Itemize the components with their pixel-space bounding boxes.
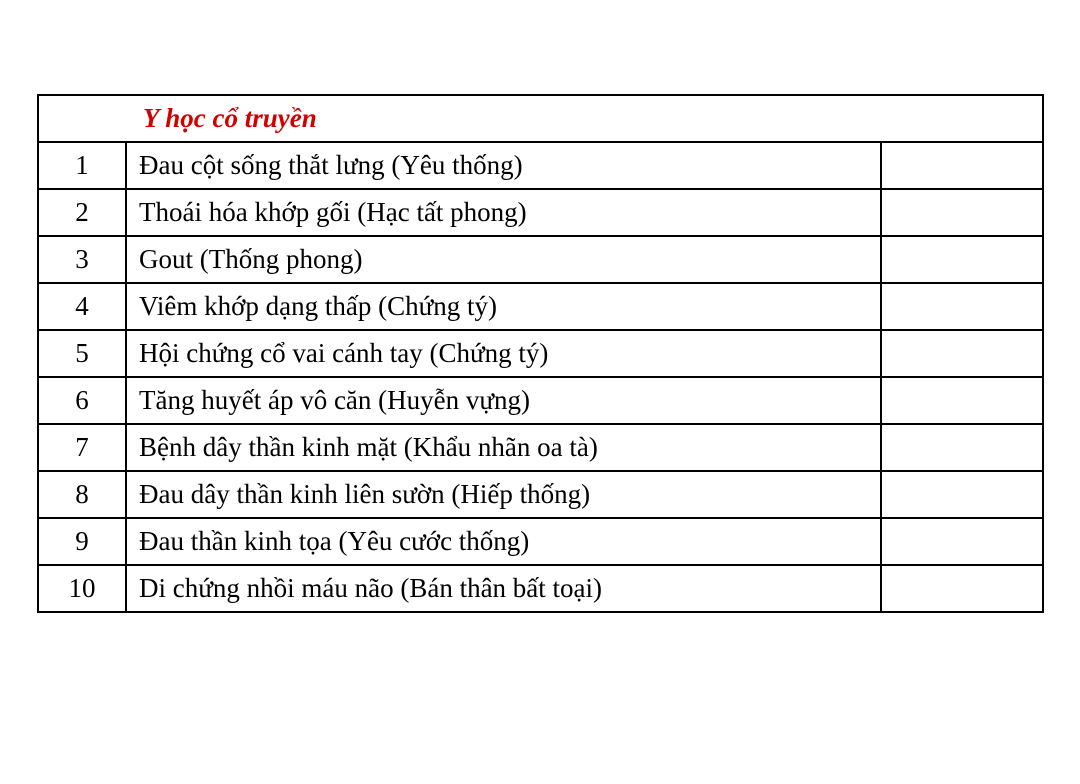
row-name: Gout (Thống phong)	[126, 236, 881, 283]
row-number: 2	[38, 189, 126, 236]
table-row	[38, 518, 1043, 565]
table-row	[38, 236, 1043, 283]
row-number: 7	[38, 424, 126, 471]
table-row	[38, 377, 1043, 424]
row-name: Đau thần kinh tọa (Yêu cước thống)	[126, 518, 881, 565]
section-header-row	[38, 95, 1043, 142]
row-number: 1	[38, 142, 126, 189]
table-row	[38, 189, 1043, 236]
row-extra-cell	[881, 377, 1043, 424]
row-name: Di chứng nhồi máu não (Bán thân bất toại)	[126, 565, 881, 612]
table-row	[38, 283, 1043, 330]
row-number: 3	[38, 236, 126, 283]
row-number: 4	[38, 283, 126, 330]
table-row	[38, 565, 1043, 612]
row-extra-cell	[881, 330, 1043, 377]
row-name: Viêm khớp dạng thấp (Chứng tý)	[126, 283, 881, 330]
row-extra-cell	[881, 236, 1043, 283]
row-extra-cell	[881, 283, 1043, 330]
disease-list-table	[37, 94, 1044, 613]
row-number: 10	[38, 565, 126, 612]
row-number: 6	[38, 377, 126, 424]
section-title: Y học cổ truyền	[38, 95, 1043, 142]
row-name: Thoái hóa khớp gối (Hạc tất phong)	[126, 189, 881, 236]
row-extra-cell	[881, 189, 1043, 236]
row-name: Bệnh dây thần kinh mặt (Khẩu nhãn oa tà)	[126, 424, 881, 471]
row-name: Đau cột sống thắt lưng (Yêu thống)	[126, 142, 881, 189]
row-number: 8	[38, 471, 126, 518]
row-number: 5	[38, 330, 126, 377]
row-extra-cell	[881, 518, 1043, 565]
row-number: 9	[38, 518, 126, 565]
table-row	[38, 330, 1043, 377]
row-name: Hội chứng cổ vai cánh tay (Chứng tý)	[126, 330, 881, 377]
row-extra-cell	[881, 424, 1043, 471]
row-name: Tăng huyết áp vô căn (Huyễn vựng)	[126, 377, 881, 424]
table-row	[38, 471, 1043, 518]
row-extra-cell	[881, 471, 1043, 518]
row-extra-cell	[881, 142, 1043, 189]
table-row	[38, 424, 1043, 471]
row-name: Đau dây thần kinh liên sườn (Hiếp thống)	[126, 471, 881, 518]
row-extra-cell	[881, 565, 1043, 612]
table-row	[38, 142, 1043, 189]
